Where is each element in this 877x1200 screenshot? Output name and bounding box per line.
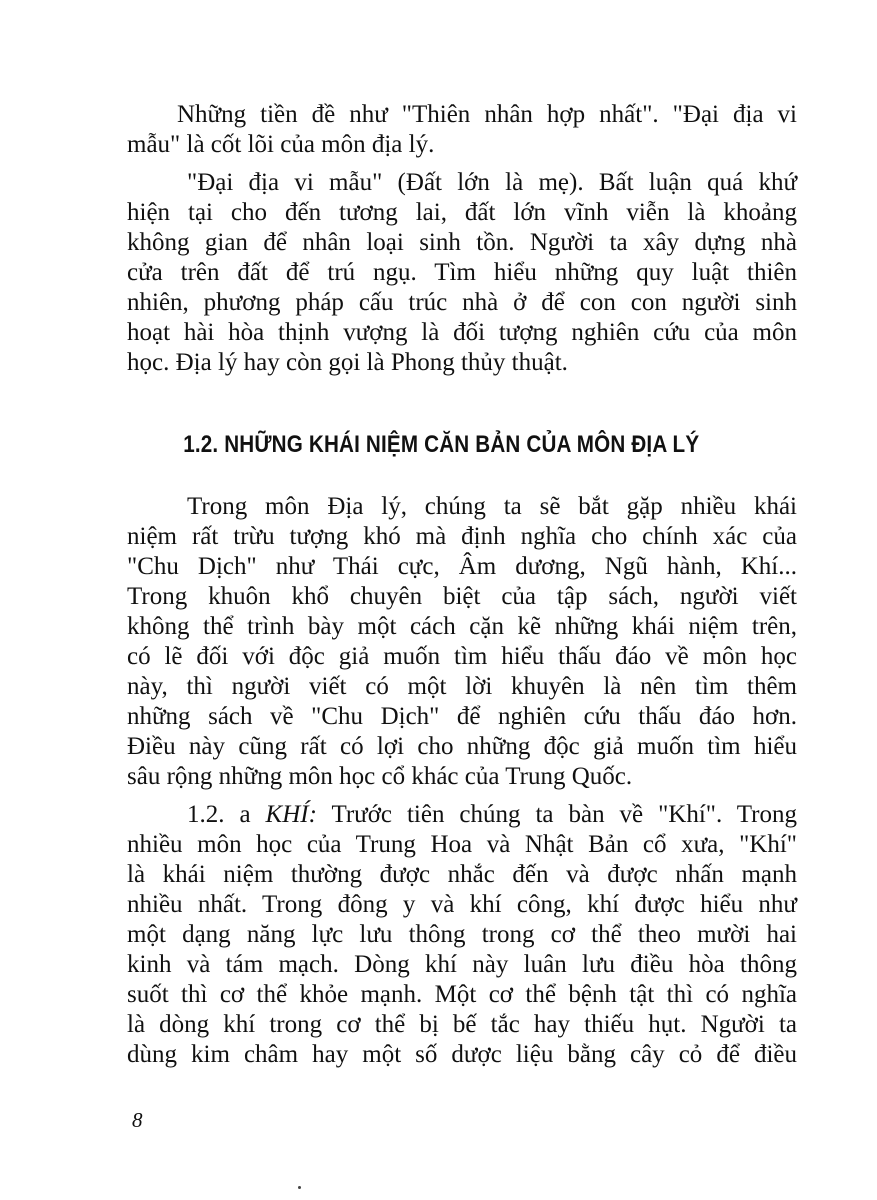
- paragraph-4-line-6: kinh và tám mạch. Dòng khí này luân lưu điều hòa thông: [127, 951, 797, 978]
- paragraph-1-line-1: Những tiền đề như "Thiên nhân hợp nhất". "Đại địa vi: [177, 101, 797, 128]
- paragraph-4-first-line-rest: Trước tiên chúng ta bàn về "Khí". Trong: [331, 801, 797, 828]
- paragraph-2-line-1: "Đại địa vi mẫu" (Đất lớn là mẹ). Bất luận quá khứ: [187, 169, 797, 196]
- paragraph-4-line-7: suốt thì cơ thể khỏe mạnh. Một cơ thể bệnh tật thì có nghĩa: [127, 981, 797, 1008]
- paragraph-4-line-4: nhiều nhất. Trong đông y và khí công, khí được hiểu như: [127, 891, 797, 918]
- paragraph-3-line-4: Trong khuôn khổ chuyên biệt của tập sách, người viết: [127, 583, 797, 610]
- paragraph-2-line-4: cửa trên đất để trú ngụ. Tìm hiểu những quy luật thiên: [127, 259, 797, 286]
- paragraph-2-line-7: học. Địa lý hay còn gọi là Phong thủy thuật.: [127, 349, 568, 376]
- paragraph-4-line-2: nhiều môn học của Trung Hoa và Nhật Bản cổ xưa, "Khí": [127, 831, 797, 858]
- paragraph-2-line-6: hoạt hài hòa thịnh vượng là đối tượng nghiên cứu của môn: [127, 319, 797, 346]
- paragraph-4-line-1: [187, 800, 797, 830]
- paragraph-3-line-10: sâu rộng những môn học cổ khác của Trung Quốc.: [127, 763, 633, 790]
- paragraph-2-line-5: nhiên, phương pháp cấu trúc nhà ở để con con người sinh: [127, 289, 797, 316]
- paragraph-4-line-3: là khái niệm thường được nhắc đến và được nhấn mạnh: [127, 861, 797, 888]
- paragraph-3-line-3: "Chu Dịch" như Thái cực, Âm dương, Ngũ hành, Khí...: [127, 553, 797, 580]
- paragraph-4-line-8: là dòng khí trong cơ thể bị bế tắc hay thiếu hụt. Người ta: [127, 1011, 797, 1038]
- paragraph-4-line-5: một dạng năng lực lưu thông trong cơ thể theo mười hai: [127, 921, 797, 948]
- paragraph-2-line-3: không gian để nhân loại sinh tồn. Người ta xây dựng nhà: [127, 229, 797, 256]
- paragraph-3-line-6: có lẽ đối với độc giả muốn tìm hiểu thấu đáo về môn học: [127, 643, 797, 670]
- page-number: 8: [132, 1108, 143, 1132]
- scan-speck: [298, 1186, 301, 1189]
- paragraph-3-line-5: không thể trình bày một cách cặn kẽ những khái niệm trên,: [127, 613, 797, 640]
- paragraph-4-term: KHÍ:: [265, 801, 317, 828]
- paragraph-3-line-1: Trong môn Địa lý, chúng ta sẽ bắt gặp nhiều khái: [187, 493, 797, 520]
- paragraph-1-line-2: mẫu" là cốt lõi của môn địa lý.: [127, 131, 435, 158]
- paragraph-3-line-7: này, thì người viết có một lời khuyên là nên tìm thêm: [127, 673, 797, 700]
- paragraph-3-line-2: niệm rất trừu tượng khó mà định nghĩa cho chính xác của: [127, 523, 797, 550]
- paragraph-3-line-8: những sách về "Chu Dịch" để nghiên cứu thấu đáo hơn.: [127, 703, 797, 730]
- paragraph-4-line-9: dùng kim châm hay một số dược liệu bằng cây cỏ để điều: [127, 1041, 797, 1068]
- paragraph-4-number: 1.2. a: [187, 801, 251, 828]
- section-heading: 1.2. NHỮNG KHÁI NIỆM CĂN BẢN CỦA MÔN ĐỊA LÝ: [183, 431, 700, 458]
- paragraph-3-line-9: Điều này cũng rất có lợi cho những độc giả muốn tìm hiểu: [127, 733, 797, 760]
- paragraph-2-line-2: hiện tại cho đến tương lai, đất lớn vĩnh viễn là khoảng: [127, 199, 797, 226]
